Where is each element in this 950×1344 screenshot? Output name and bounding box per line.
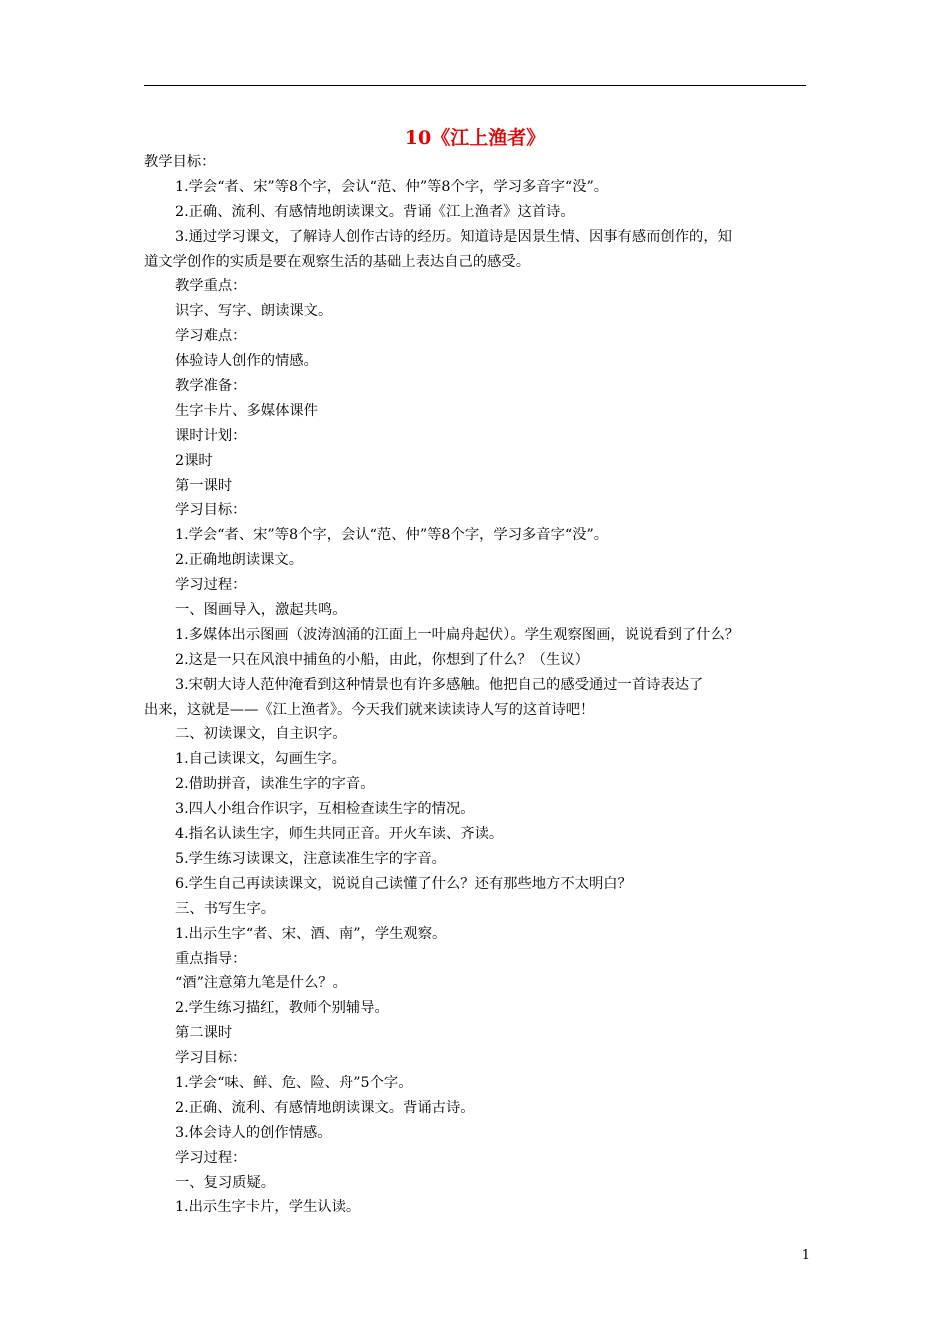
body-line: 出来，这就是——《江上渔者》。今天我们就来读读诗人写的这首诗吧！ (144, 701, 595, 718)
page-number: 1 (801, 1248, 810, 1263)
body-line: 生字卡片、多媒体课件 (175, 402, 318, 419)
body-line: 学习目标： (175, 502, 247, 519)
body-line: 2.正确地朗读课文。 (175, 552, 304, 569)
header-rule (144, 85, 806, 86)
body-line: 1.学会“味、鲜、危、险、舟”5个字。 (175, 1074, 413, 1091)
body-line: 教学目标： (144, 154, 216, 170)
body-line: 一、图画导入，激起共鸣。 (175, 602, 347, 619)
body-line: 1.学会“者、宋”等8个字，会认“范、仲”等8个字，学习多音字“没”。 (175, 527, 609, 544)
body-line: 三、书写生字。 (175, 900, 276, 917)
body-line: “酒”注意第九笔是什么？。 (175, 975, 347, 992)
body-line: 3.宋朝大诗人范仲淹看到这种情景也有许多感触。他把自己的感受通过一首诗表达了 (175, 676, 704, 693)
body-line: 教学重点： (175, 278, 247, 295)
body-line: 4.指名认读生字，师生共同正音。开火车读、齐读。 (175, 826, 504, 843)
body-line: 3.体会诗人的创作情感。 (175, 1124, 332, 1141)
body-line: 5.学生练习读课文，注意读准生字的字音。 (175, 850, 446, 867)
body-line: 教学准备： (175, 378, 247, 395)
body-line: 6.学生自己再读读课文，说说自己读懂了什么？还有那些地方不太明白？ (175, 875, 632, 892)
body-line: 1.出示生字“者、宋、酒、南”，学生观察。 (175, 925, 447, 942)
body-line: 2.正确、流利、有感情地朗读课文。背诵《江上渔者》这首诗。 (175, 203, 575, 220)
body-line: 学习过程： (175, 1149, 247, 1166)
body-line: 3.通过学习课文，了解诗人创作古诗的经历。知道诗是因景生情、因事有感而创作的，知 (175, 228, 732, 245)
body-line: 学习难点： (175, 328, 247, 345)
body-line: 2.正确、流利、有感情地朗读课文。背诵古诗。 (175, 1099, 475, 1116)
body-line: 1.多媒体出示图画（波涛汹涌的江面上一叶扁舟起伏）。学生观察图画，说说看到了什么？ (175, 626, 740, 643)
body-line: 1.自己读课文，勾画生字。 (175, 751, 346, 768)
body-line: 第一课时 (175, 477, 233, 494)
body-line: 学习过程： (175, 577, 247, 594)
document-body (144, 150, 806, 1220)
body-line: 道文学创作的实质是要在观察生活的基础上表达自己的感受。 (144, 253, 531, 270)
body-line: 一、复习质疑。 (175, 1174, 276, 1191)
body-line: 2.这是一只在风浪中捕鱼的小船，由此，你想到了什么？（生议） (175, 651, 589, 668)
body-line: 1.出示生字卡片，学生认读。 (175, 1199, 361, 1216)
body-line: 2.学生练习描红，教师个别辅导。 (175, 1000, 389, 1017)
body-line: 学习目标： (175, 1050, 247, 1067)
body-line: 第二课时 (175, 1025, 233, 1042)
body-line: 重点指导： (175, 950, 247, 967)
body-line: 二、初读课文，自主识字。 (175, 726, 347, 743)
document-title: 10《江上渔者》 (404, 127, 546, 149)
body-line: 课时计划： (175, 427, 247, 444)
body-line: 3.四人小组合作识字，互相检查读生字的情况。 (175, 801, 475, 818)
body-line: 识字、写字、朗读课文。 (175, 303, 333, 320)
body-line: 2.借助拼音，读准生字的字音。 (175, 776, 375, 793)
body-line: 体验诗人创作的情感。 (175, 353, 318, 370)
body-line: 2课时 (175, 452, 213, 469)
body-line: 1.学会“者、宋”等8个字，会认“范、仲”等8个字，学习多音字“没”。 (175, 178, 609, 195)
